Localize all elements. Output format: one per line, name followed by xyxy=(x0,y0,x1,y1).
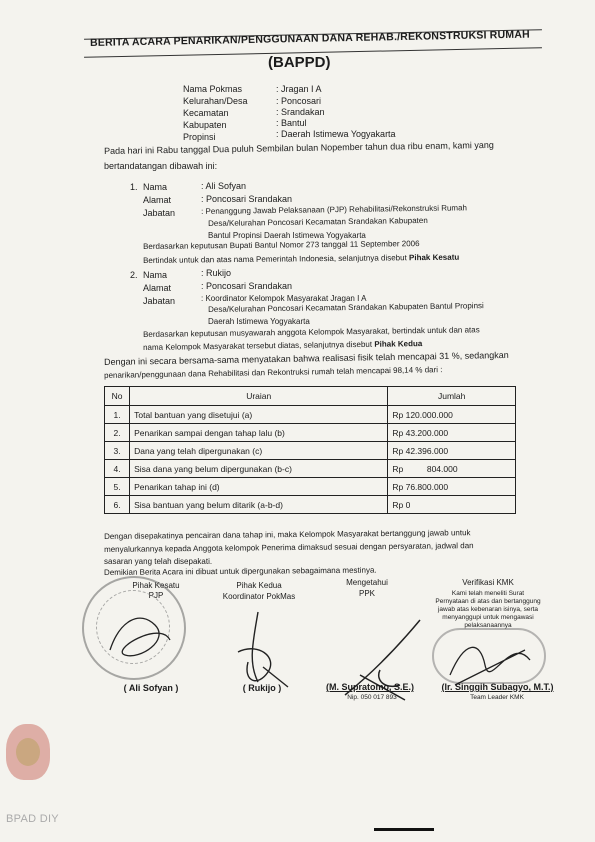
closing-line-2: menyalurkannya kepada Anggota kelompok Penerima dimaksud sesuai dengan persyaratan, jadwal dan xyxy=(104,541,474,554)
sig4-line-3: jawab atas kebenaran isinya, serta xyxy=(437,606,539,613)
sig3-role: Mengetahui xyxy=(346,578,388,587)
sig4-line-2: Pernyataan di atas dan bertanggung xyxy=(435,598,541,605)
identity-label-kecamatan: Kecamatan xyxy=(183,108,229,118)
party2-nama-label: Nama xyxy=(143,270,168,280)
table-row xyxy=(105,478,516,496)
table-row xyxy=(105,406,516,424)
row-uraian: Penarikan tahap ini (d) xyxy=(130,478,388,496)
party2-alamat-label: Alamat xyxy=(143,283,172,293)
party2-alamat: : Poncosari Srandakan xyxy=(201,281,293,291)
row-no: 1. xyxy=(105,406,130,424)
party1-jabatan-label: Jabatan xyxy=(143,208,176,218)
table-row xyxy=(105,442,516,460)
row-no: 2. xyxy=(105,424,130,442)
sig3-name: (M. Supratomo, S.E.) xyxy=(325,682,414,692)
table-row xyxy=(105,460,516,478)
party2-role: Pihak Kedua xyxy=(374,339,423,349)
intro-line-2: bertandatangan dibawah ini: xyxy=(104,161,218,171)
party1-alamat: : Poncosari Srandakan xyxy=(201,194,293,204)
party1-jabatan-line-1: : Penanggung Jawab Pelaksanaan (PJP) Rehabilitasi/Rekonstruksi Rumah xyxy=(201,203,468,216)
table-header-row xyxy=(105,387,516,406)
identity-value-propinsi: : Daerah Istimewa Yogyakarta xyxy=(276,129,396,139)
row-jumlah: Rp 0 xyxy=(388,496,516,514)
table-row xyxy=(105,496,516,514)
row-no: 3. xyxy=(105,442,130,460)
identity-label-propinsi: Propinsi xyxy=(183,132,216,142)
statement-line-1: Dengan ini secara bersama-sama menyatakan bahwa realisasi fisik telah mencapai 31 %, sedangkan xyxy=(104,349,509,367)
row-uraian: Dana yang telah dipergunakan (c) xyxy=(130,442,388,460)
party2-number: 2. xyxy=(130,270,138,280)
sig4-line-5: pelaksanaannya xyxy=(464,622,512,629)
party2-jabatan-line-3: Daerah Istimewa Yogyakarta xyxy=(208,317,310,326)
sig2-role: Pihak Kedua xyxy=(236,581,282,590)
document-title: BERITA ACARA PENARIKAN/PENGGUNAAN DANA REHAB./REKONSTRUKSI RUMAH xyxy=(89,28,530,49)
row-jumlah: Rp 43.200.000 xyxy=(388,424,516,442)
sig1-name: ( Ali Sofyan ) xyxy=(123,683,179,693)
sig4-title: Team Leader KMK xyxy=(470,694,524,701)
party2-jabatan-line-1: : Koordinator Kelompok Masyarakat Jragan I A xyxy=(201,294,367,303)
emblem-logo-inner xyxy=(16,738,40,766)
sig2-name: ( Rukijo ) xyxy=(242,683,282,693)
identity-label-pokmas: Nama Pokmas xyxy=(183,84,243,94)
party2-jabatan-line-2: Desa/Kelurahan Poncosari Kecamatan Srandakan Kabupaten Bantul Propinsi xyxy=(208,301,484,314)
party2-jabatan-label: Jabatan xyxy=(143,296,176,306)
party2-acting-text: nama Kelompok Masyarakat tersebut diatas, selanjutnya disebut xyxy=(143,339,375,352)
sig4-role: Verifikasi KMK xyxy=(462,578,514,587)
table-row xyxy=(105,424,516,442)
signature-ali-sofyan xyxy=(100,600,180,670)
party2-acting-as xyxy=(143,339,422,353)
party2-decision: Berdasarkan keputusan musyawarah anggota Kelompok Masyarakat, bertindak untuk dan atas xyxy=(143,325,480,339)
sig4-line-4: menyanggupi untuk mengawasi xyxy=(442,614,534,621)
sig2-title: Koordinator PokMas xyxy=(222,592,296,601)
watermark: BPAD DIY xyxy=(6,813,59,825)
document-subtitle: (BAPPD) xyxy=(268,54,331,71)
row-jumlah: Rp 804.000 xyxy=(388,460,516,478)
table-header-jumlah: Jumlah xyxy=(388,387,516,406)
row-jumlah: Rp 120.000.000 xyxy=(388,406,516,424)
party1-number: 1. xyxy=(130,182,138,192)
identity-value-desa: : Poncosari xyxy=(276,96,322,106)
row-no: 5. xyxy=(105,478,130,496)
row-jumlah: Rp 42.396.000 xyxy=(388,442,516,460)
party1-nama-label: Nama xyxy=(143,182,168,192)
identity-value-pokmas: : Jragan I A xyxy=(276,84,322,94)
identity-value-kecamatan: : Srandakan xyxy=(276,107,325,117)
identity-value-kabupaten: : Bantul xyxy=(276,118,307,128)
row-no: 6. xyxy=(105,496,130,514)
closing-line-3: sasaran yang telah disepakati. xyxy=(104,557,213,566)
party1-alamat-label: Alamat xyxy=(143,195,172,205)
sig4-line-1: Kami telah meneliti Surat xyxy=(451,590,525,597)
footer-bar xyxy=(374,828,434,831)
identity-label-desa: Kelurahan/Desa xyxy=(183,96,248,106)
row-jumlah: Rp 76.800.000 xyxy=(388,478,516,496)
party1-jabatan-line-2: Desa/Kelurahan Poncosari Kecamatan Srandakan Kabupaten xyxy=(208,215,428,228)
row-uraian: Sisa dana yang belum dipergunakan (b-c) xyxy=(130,460,388,478)
party1-jabatan-line-3: Bantul Propinsi Daerah Istimewa Yogyakarta xyxy=(208,231,366,240)
row-uraian: Penarikan sampai dengan tahap lalu (b) xyxy=(130,424,388,442)
signature-singgih xyxy=(445,630,535,690)
sig1-title: PJP xyxy=(148,591,164,600)
signature-rukijo xyxy=(228,612,298,692)
intro-line-1: Pada hari ini Rabu tanggal Dua puluh Sembilan bulan Nopember tahun dua ribu enam, kami yang xyxy=(104,139,494,156)
funds-table xyxy=(104,386,516,514)
party1-acting-as xyxy=(143,253,459,266)
party1-decree: Berdasarkan keputusan Bupati Bantul Nomor 273 tanggal 11 September 2006 xyxy=(143,239,420,251)
sig3-nip: Nip. 050 017 893 xyxy=(347,694,397,701)
row-uraian: Sisa bantuan yang belum ditarik (a-b-d) xyxy=(130,496,388,514)
party2-nama: : Rukijo xyxy=(201,268,232,278)
closing-line-1: Dengan disepakatinya pencairan dana tahap ini, maka Kelompok Masyarakat bertanggung jawab untuk xyxy=(104,528,471,541)
identity-label-kabupaten: Kabupaten xyxy=(183,120,227,130)
party1-nama: : Ali Sofyan xyxy=(201,181,247,191)
statement-line-2: penarikan/penggunaan dana Rehabilitasi dan Rekontruksi rumah telah mencapai 98,14 % dari : xyxy=(104,365,443,380)
sig4-name: (Ir. Singgih Subagyo, M.T.) xyxy=(441,682,554,692)
closing-line-4: Demikian Berita Acara ini dibuat untuk dipergunakan sebagaimana mestinya. xyxy=(104,565,377,577)
party1-acting-text: Bertindak untuk dan atas nama Pemerintah Indonesia, selanjutnya disebut xyxy=(143,253,410,265)
row-uraian: Total bantuan yang disetujui (a) xyxy=(130,406,388,424)
table-header-uraian: Uraian xyxy=(130,387,388,406)
sig1-role: Pihak Kesatu xyxy=(132,581,180,590)
row-no: 4. xyxy=(105,460,130,478)
sig3-title: PPK xyxy=(358,589,375,598)
table-header-no: No xyxy=(105,387,130,406)
party1-role: Pihak Kesatu xyxy=(408,252,460,263)
